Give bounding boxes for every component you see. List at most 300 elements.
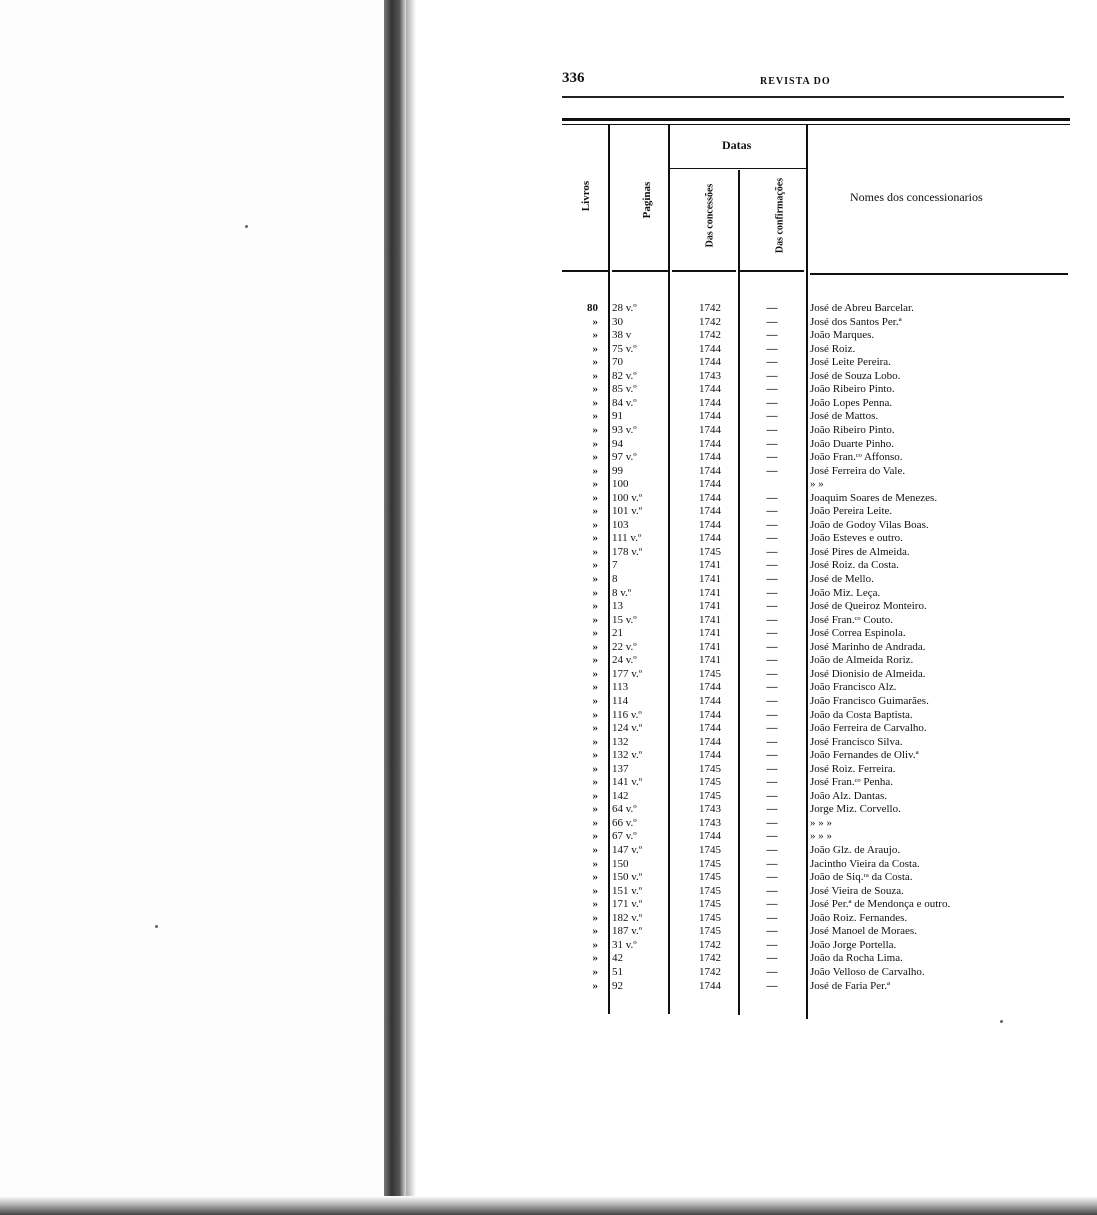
cell-confirmacao: — [766, 423, 778, 436]
cell-concessao: 1744 [699, 518, 721, 531]
cell-pagina: 99 [612, 464, 623, 477]
cell-confirmacao: — [766, 708, 778, 721]
cell-nome: José Correa Espinola. [810, 627, 906, 640]
cell-livro: » [592, 735, 598, 748]
cell-concessao: 1744 [699, 694, 721, 707]
header-bottom-rule [672, 270, 736, 272]
cell-pagina: 82 v.º [612, 369, 637, 382]
cell-pagina: 177 v.º [612, 667, 643, 680]
cell-concessao: 1745 [699, 925, 721, 938]
header-rule [562, 96, 1064, 98]
cell-concessao: 1741 [699, 627, 721, 640]
cell-concessao: 1741 [699, 573, 721, 585]
cell-nome: João Ferreira de Carvalho. [810, 722, 927, 735]
cell-livro: » [592, 722, 598, 735]
cell-livro: » [592, 979, 598, 992]
cell-pagina: 93 v.º [612, 423, 637, 436]
table-row [0, 776, 1097, 790]
cell-confirmacao: — [766, 356, 778, 369]
cell-pagina: 85 v.º [612, 383, 637, 396]
cell-confirmacao: — [766, 749, 778, 762]
cell-confirmacao: — [766, 965, 778, 978]
cell-pagina: 28 v.º [612, 302, 637, 314]
cell-livro: » [592, 369, 598, 382]
cell-nome: José Francisco Silva. [810, 735, 903, 748]
cell-confirmacao: — [766, 844, 778, 856]
cell-pagina: 92 [612, 979, 623, 992]
table-row [0, 478, 1097, 492]
cell-nome: Jacintho Vieira da Costa. [810, 857, 920, 870]
cell-livro: » [592, 410, 598, 423]
table-row [0, 356, 1097, 370]
cell-pagina: 150 [612, 857, 629, 870]
cell-nome: José Roiz. [810, 342, 856, 355]
cell-pagina: 111 v.º [612, 532, 642, 545]
cell-livro: » [592, 545, 598, 558]
cell-pagina: 114 [612, 694, 629, 707]
table-row [0, 709, 1097, 723]
cell-nome: José Manoel de Moraes. [810, 925, 917, 938]
cell-confirmacao: — [766, 627, 778, 640]
cell-pagina: 171 v.º [612, 898, 643, 911]
cell-nome: João de Siq.ʳᵃ da Costa. [810, 871, 913, 884]
cell-pagina: 147 v.º [612, 844, 643, 856]
cell-pagina: 70 [612, 356, 623, 369]
cell-livro: » [592, 884, 598, 897]
cell-concessao: 1741 [699, 559, 721, 572]
cell-pagina: 182 v.º [612, 911, 643, 924]
cell-livro: » [592, 532, 598, 545]
table-row [0, 505, 1097, 519]
cell-livro: » [592, 600, 598, 613]
cell-pagina: 8 [612, 573, 618, 585]
cell-confirmacao: — [766, 681, 778, 694]
cell-nome: João Miz. Leça. [810, 586, 881, 599]
cell-nome: João de Godoy Vilas Boas. [810, 518, 929, 531]
cell-confirmacao: — [766, 329, 778, 342]
cell-nome: João Francisco Alz. [810, 681, 897, 694]
table-row [0, 370, 1097, 384]
cell-confirmacao: — [766, 518, 778, 531]
cell-confirmacao: — [766, 464, 778, 477]
cell-pagina: 31 v.º [612, 938, 637, 951]
cell-concessao: 1741 [699, 640, 721, 653]
cell-concessao: 1741 [699, 600, 721, 613]
cell-concessao: 1742 [699, 952, 721, 965]
cell-nome: Jorge Miz. Corvello. [810, 803, 901, 816]
cell-concessao: 1744 [699, 396, 721, 409]
header-das-confirmacoes: Das confirmações [774, 177, 786, 254]
cell-pagina: 124 v.º [612, 722, 643, 735]
table-row [0, 465, 1097, 479]
cell-livro: » [592, 573, 598, 585]
cell-livro: » [592, 505, 598, 518]
cell-nome: João Roiz. Fernandes. [810, 911, 908, 924]
table-row [0, 830, 1097, 844]
cell-pagina: 64 v.º [612, 803, 637, 816]
table-row [0, 803, 1097, 817]
cell-confirmacao: — [766, 911, 778, 924]
table-row [0, 519, 1097, 533]
cell-nome: José Pires de Almeida. [810, 545, 910, 558]
cell-concessao: 1745 [699, 898, 721, 911]
cell-pagina: 91 [612, 410, 623, 423]
table-row [0, 614, 1097, 628]
cell-pagina: 142 [612, 789, 629, 802]
cell-confirmacao: — [766, 789, 778, 802]
cell-nome: João Lopes Penna. [810, 396, 893, 409]
table-row [0, 790, 1097, 804]
cell-concessao: 1743 [699, 816, 721, 829]
cell-nome: João da Costa Baptista. [810, 708, 913, 721]
cell-livro: » [592, 667, 598, 680]
cell-concessao: 1744 [699, 464, 721, 477]
cell-livro: » [592, 654, 598, 667]
cell-livro: » [592, 640, 598, 653]
cell-confirmacao: — [766, 830, 778, 843]
cell-concessao: 1744 [699, 722, 721, 735]
table-row [0, 980, 1097, 994]
cell-pagina: 22 v.º [612, 640, 637, 653]
cell-livro: » [592, 816, 598, 829]
cell-nome: José de Souza Lobo. [810, 369, 901, 382]
cell-confirmacao: — [766, 979, 778, 992]
table-row [0, 302, 1097, 316]
header-bottom-rule [612, 270, 668, 272]
cell-pagina: 100 v.º [612, 491, 643, 504]
cell-nome: João Ribeiro Pinto. [810, 423, 895, 436]
table-row [0, 695, 1097, 709]
cell-livro: » [592, 613, 598, 626]
cell-livro: » [592, 464, 598, 477]
cell-livro: » [592, 681, 598, 694]
cell-livro: » [592, 451, 598, 464]
cell-confirmacao: — [766, 532, 778, 545]
cell-nome: José Vieira de Souza. [810, 884, 904, 897]
table-row [0, 722, 1097, 736]
cell-livro: » [592, 342, 598, 355]
cell-nome: João Alz. Dantas. [810, 789, 887, 802]
cell-pagina: 8 v.º [612, 586, 632, 599]
table-row [0, 600, 1097, 614]
cell-livro: » [592, 559, 598, 572]
cell-confirmacao: — [766, 803, 778, 816]
cell-confirmacao: — [766, 545, 778, 558]
cell-concessao: 1741 [699, 613, 721, 626]
cell-concessao: 1745 [699, 776, 721, 789]
header-datas: Datas [722, 138, 752, 152]
cell-livro: 80 [587, 302, 598, 314]
cell-confirmacao: — [766, 491, 778, 504]
cell-confirmacao: — [766, 559, 778, 572]
cell-livro: » [592, 898, 598, 911]
cell-livro: » [592, 789, 598, 802]
cell-livro: » [592, 871, 598, 884]
cell-livro: » [592, 803, 598, 816]
cell-nome: João Francisco Guimarães. [810, 694, 929, 707]
cell-pagina: 67 v.º [612, 830, 637, 843]
cell-livro: » [592, 478, 598, 491]
cell-livro: » [592, 857, 598, 870]
cell-nome: » » » [810, 830, 832, 843]
table-row [0, 587, 1097, 601]
table-row [0, 438, 1097, 452]
cell-nome: José de Faria Per.ª [810, 979, 891, 992]
cell-nome: João Pereira Leite. [810, 505, 893, 518]
cell-pagina: 24 v.º [612, 654, 637, 667]
cell-nome: João Marques. [810, 329, 875, 342]
cell-confirmacao: — [766, 884, 778, 897]
cell-concessao: 1744 [699, 532, 721, 545]
cell-concessao: 1742 [699, 315, 721, 328]
header-bottom-rule [810, 273, 1068, 275]
table-row [0, 492, 1097, 506]
cell-pagina: 113 [612, 681, 629, 694]
cell-livro: » [592, 518, 598, 531]
cell-concessao: 1741 [699, 586, 721, 599]
page-bottom-edge [0, 1196, 1097, 1215]
cell-pagina: 7 [612, 559, 618, 572]
cell-confirmacao: — [766, 898, 778, 911]
cell-pagina: 141 v.º [612, 776, 643, 789]
table-row [0, 871, 1097, 885]
cell-livro: » [592, 423, 598, 436]
table-row [0, 343, 1097, 357]
cell-nome: João Duarte Pinho. [810, 437, 895, 450]
cell-concessao: 1744 [699, 342, 721, 355]
cell-nome: João de Almeida Roriz. [810, 654, 914, 667]
cell-nome: José Fran.ᶜᵒ Couto. [810, 613, 893, 626]
table-row [0, 749, 1097, 763]
table-row [0, 817, 1097, 831]
cell-concessao: 1744 [699, 979, 721, 992]
cell-pagina: 97 v.º [612, 451, 637, 464]
cell-pagina: 137 [612, 762, 629, 775]
table-row [0, 559, 1097, 573]
table-row [0, 573, 1097, 587]
cell-pagina: 94 [612, 437, 623, 450]
cell-concessao: 1742 [699, 938, 721, 951]
table-row [0, 316, 1097, 330]
cell-pagina: 15 v.º [612, 613, 637, 626]
cell-concessao: 1745 [699, 789, 721, 802]
cell-concessao: 1745 [699, 762, 721, 775]
cell-pagina: 84 v.º [612, 396, 637, 409]
table-row [0, 654, 1097, 668]
cell-livro: » [592, 627, 598, 640]
cell-concessao: 1745 [699, 871, 721, 884]
cell-concessao: 1744 [699, 491, 721, 504]
table-row [0, 898, 1097, 912]
cell-confirmacao: — [766, 613, 778, 626]
table-row [0, 546, 1097, 560]
table-row [0, 912, 1097, 926]
cell-livro: » [592, 952, 598, 965]
cell-confirmacao: — [766, 383, 778, 396]
cell-concessao: 1744 [699, 423, 721, 436]
cell-nome: José de Mattos. [810, 410, 879, 423]
cell-livro: » [592, 356, 598, 369]
cell-nome: João Glz. de Araujo. [810, 844, 901, 856]
cell-confirmacao: — [766, 505, 778, 518]
cell-pagina: 38 v [612, 329, 632, 342]
cell-confirmacao: — [766, 722, 778, 735]
cell-livro: » [592, 694, 598, 707]
cell-nome: João Fernandes de Oliv.ª [810, 749, 919, 762]
page-number: 336 [562, 70, 585, 86]
table-row [0, 844, 1097, 858]
cell-pagina: 51 [612, 965, 623, 978]
cell-concessao: 1742 [699, 329, 721, 342]
cell-confirmacao: — [766, 694, 778, 707]
cell-livro: » [592, 437, 598, 450]
cell-nome: » » [810, 478, 824, 491]
cell-confirmacao: — [766, 816, 778, 829]
cell-confirmacao: — [766, 735, 778, 748]
table-row [0, 925, 1097, 939]
cell-pagina: 178 v.º [612, 545, 643, 558]
cell-concessao: 1743 [699, 369, 721, 382]
cell-nome: José Leite Pereira. [810, 356, 891, 369]
table-row [0, 410, 1097, 424]
header-livros: Livros [580, 180, 592, 212]
cell-nome: José Roiz. Ferreira. [810, 762, 896, 775]
cell-confirmacao: — [766, 871, 778, 884]
cell-confirmacao: — [766, 762, 778, 775]
table-row [0, 329, 1097, 343]
cell-concessao: 1744 [699, 383, 721, 396]
table-row [0, 668, 1097, 682]
table-row [0, 532, 1097, 546]
cell-concessao: 1744 [699, 708, 721, 721]
cell-pagina: 66 v.º [612, 816, 637, 829]
cell-pagina: 187 v.º [612, 925, 643, 938]
table-row [0, 451, 1097, 465]
cell-pagina: 100 [612, 478, 629, 491]
cell-nome: José dos Santos Per.ª [810, 315, 902, 328]
cell-pagina: 30 [612, 315, 623, 328]
cell-concessao: 1745 [699, 667, 721, 680]
cell-confirmacao: — [766, 396, 778, 409]
cell-confirmacao: — [766, 952, 778, 965]
cell-livro: » [592, 844, 598, 856]
cell-concessao: 1744 [699, 830, 721, 843]
cell-nome: Joaquim Soares de Menezes. [810, 491, 938, 504]
cell-livro: » [592, 830, 598, 843]
cell-concessao: 1745 [699, 857, 721, 870]
cell-confirmacao: — [766, 600, 778, 613]
cell-livro: » [592, 911, 598, 924]
table-row [0, 763, 1097, 777]
cell-pagina: 103 [612, 518, 629, 531]
table-row [0, 641, 1097, 655]
cell-concessao: 1744 [699, 356, 721, 369]
cell-pagina: 151 v.º [612, 884, 643, 897]
running-head: REVISTA DO [760, 76, 831, 87]
table-row [0, 736, 1097, 750]
cell-confirmacao: — [766, 938, 778, 951]
cell-concessao: 1742 [699, 965, 721, 978]
cell-livro: » [592, 762, 598, 775]
cell-confirmacao: — [766, 586, 778, 599]
cell-nome: José Roiz. da Costa. [810, 559, 899, 572]
cell-confirmacao: — [766, 654, 778, 667]
table-top-rule-thin [562, 124, 1070, 125]
header-das-concessoes: Das concessões [704, 183, 716, 248]
cell-confirmacao: — [766, 369, 778, 382]
cell-nome: » » » [810, 816, 832, 829]
cell-pagina: 132 [612, 735, 629, 748]
cell-pagina: 42 [612, 952, 623, 965]
cell-nome: João da Rocha Lima. [810, 952, 903, 965]
cell-nome: João Jorge Portella. [810, 938, 897, 951]
cell-livro: » [592, 396, 598, 409]
cell-concessao: 1743 [699, 803, 721, 816]
cell-confirmacao: — [766, 437, 778, 450]
cell-confirmacao: — [766, 315, 778, 328]
cell-confirmacao: — [766, 302, 778, 314]
cell-pagina: 75 v.º [612, 342, 637, 355]
cell-concessao: 1744 [699, 437, 721, 450]
cell-concessao: 1745 [699, 844, 721, 856]
cell-concessao: 1745 [699, 545, 721, 558]
cell-livro: » [592, 586, 598, 599]
cell-nome: José de Queiroz Monteiro. [810, 600, 927, 613]
cell-pagina: 116 v.º [612, 708, 642, 721]
cell-concessao: 1741 [699, 654, 721, 667]
cell-concessao: 1745 [699, 884, 721, 897]
cell-livro: » [592, 749, 598, 762]
cell-concessao: 1742 [699, 302, 721, 314]
cell-confirmacao: — [766, 857, 778, 870]
cell-concessao: 1744 [699, 451, 721, 464]
cell-livro: » [592, 938, 598, 951]
cell-livro: » [592, 776, 598, 789]
cell-pagina: 101 v.º [612, 505, 643, 518]
datas-rule [670, 168, 808, 169]
cell-confirmacao: — [766, 451, 778, 464]
cell-pagina: 21 [612, 627, 623, 640]
cell-livro: » [592, 708, 598, 721]
header-nomes: Nomes dos concessionarios [850, 190, 983, 204]
cell-nome: José de Abreu Barcelar. [810, 302, 914, 314]
cell-concessao: 1744 [699, 681, 721, 694]
paper-speck [245, 225, 248, 228]
header-bottom-rule [740, 270, 804, 272]
cell-concessao: 1744 [699, 410, 721, 423]
table-row [0, 885, 1097, 899]
header-bottom-rule [562, 270, 608, 272]
table-top-rule [562, 118, 1070, 121]
table-row [0, 424, 1097, 438]
cell-nome: José Marinho de Andrada. [810, 640, 926, 653]
cell-confirmacao: — [766, 640, 778, 653]
table-row [0, 627, 1097, 641]
cell-nome: João Ribeiro Pinto. [810, 383, 895, 396]
cell-confirmacao: — [766, 925, 778, 938]
cell-livro: » [592, 491, 598, 504]
cell-livro: » [592, 965, 598, 978]
cell-nome: João Esteves e outro. [810, 532, 903, 545]
cell-confirmacao: — [766, 776, 778, 789]
cell-pagina: 132 v.º [612, 749, 643, 762]
table-row [0, 858, 1097, 872]
table-row [0, 952, 1097, 966]
cell-livro: » [592, 383, 598, 396]
paper-speck [1000, 1020, 1003, 1023]
table-row [0, 939, 1097, 953]
cell-nome: José Per.ª de Mendonça e outro. [810, 898, 951, 911]
